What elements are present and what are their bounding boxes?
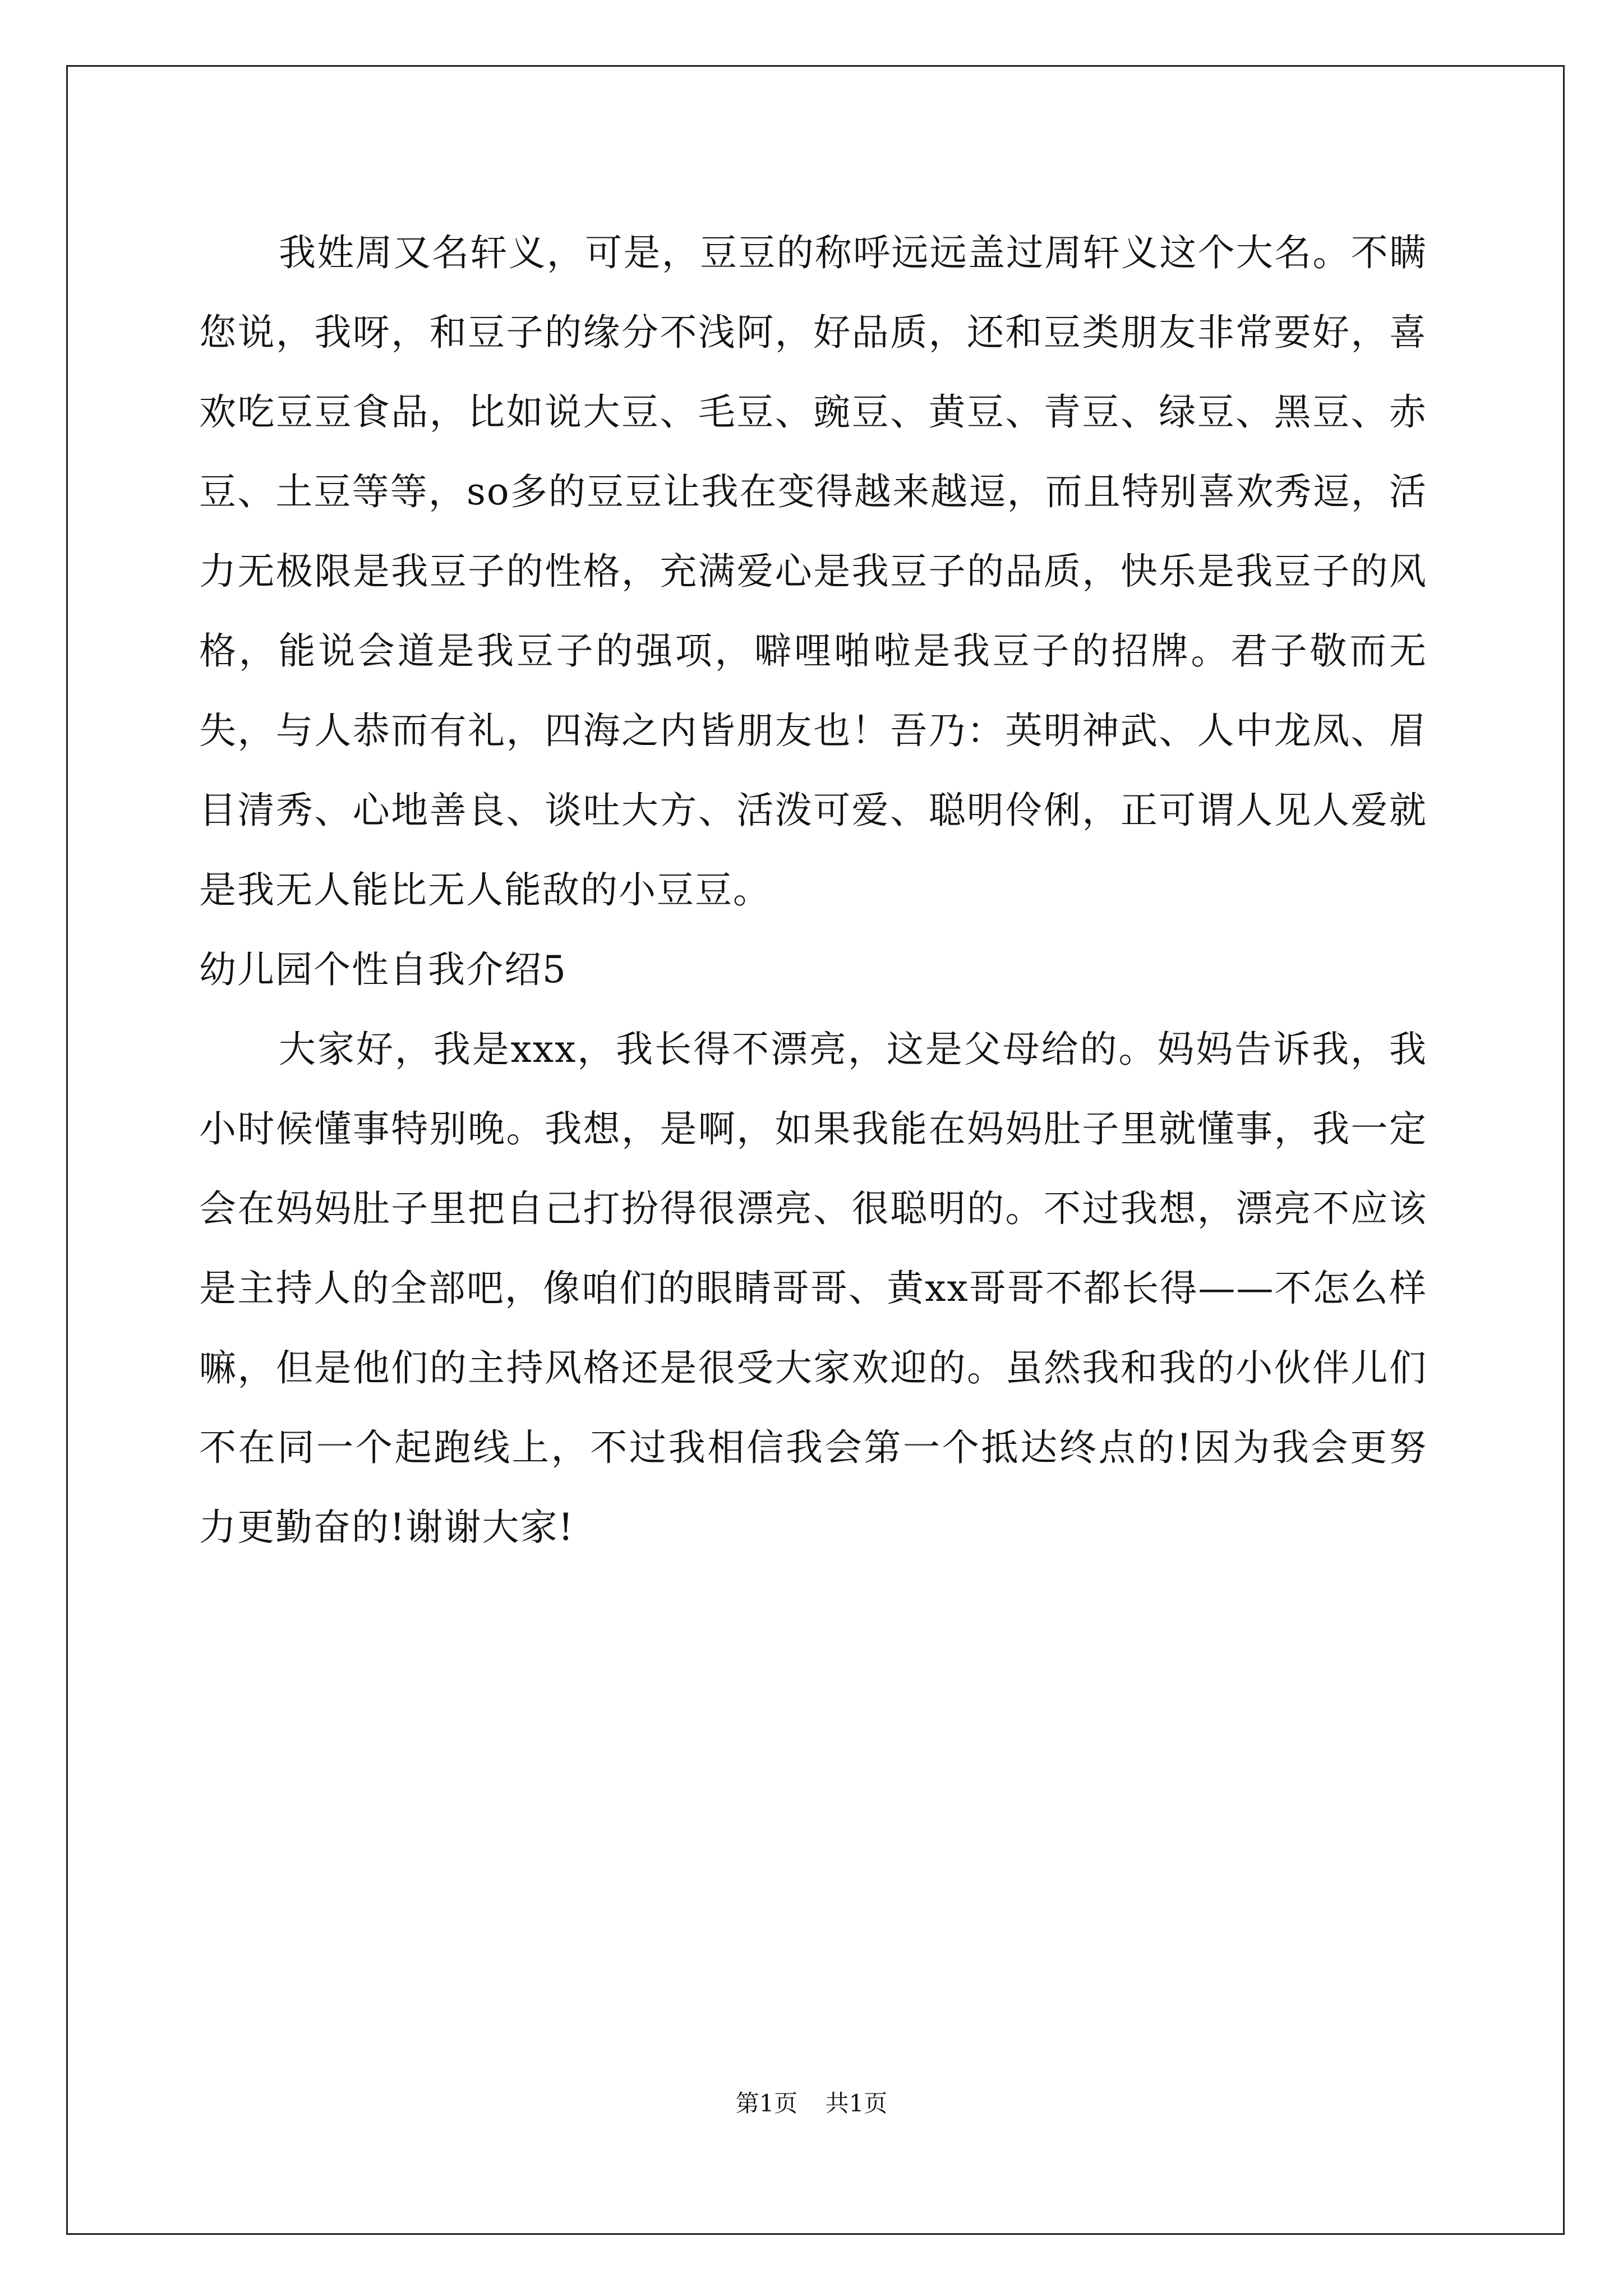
paragraph-section-5: 大家好，我是xxx，我长得不漂亮，这是父母给的。妈妈告诉我，我小时候懂事特别晚。我想，是啊，如果我能在妈妈肚子里就懂事，我一定会在妈妈肚子里把自己打扮得很漂亮、很聪明的。不过我想，漂亮不应该是主持人的全部吧，像咱们的眼睛哥哥、黄xx哥哥不都长得——不怎么样嘛，但是他们的主持风格还是很受大家欢迎的。虽然我和我的小伙伴儿们不在同一个起跑线上，不过我相信我会第一个抵达终点的!因为我会更努力更勤奋的!谢谢大家! — [199, 1028, 1427, 1549]
section-heading: 幼儿园个性自我介绍5 — [199, 948, 567, 991]
page-number-total: 共1页 — [825, 2090, 888, 2117]
page-number-current: 第1页 — [735, 2090, 798, 2117]
document-body — [199, 213, 1427, 1567]
page-footer — [0, 2087, 1623, 2120]
paragraph-intro: 我姓周又名轩义，可是，豆豆的称呼远远盖过周轩义这个大名。不瞒您说，我呀，和豆子的缘分不浅阿，好品质，还和豆类朋友非常要好，喜欢吃豆豆食品，比如说大豆、毛豆、豌豆、黄豆、青豆、绿豆、黑豆、赤豆、土豆等等，so多的豆豆让我在变得越来越逗，而且特别喜欢秀逗，活力无极限是我豆子的性格，充满爱心是我豆子的品质，快乐是我豆子的风格，能说会道是我豆子的强项，噼哩啪啦是我豆子的招牌。君子敬而无失，与人恭而有礼，四海之内皆朋友也！吾乃：英明神武、人中龙凤、眉目清秀、心地善良、谈吐大方、活泼可爱、聪明伶俐，正可谓人见人爱就是我无人能比无人能敌的小豆豆。 — [199, 231, 1427, 912]
